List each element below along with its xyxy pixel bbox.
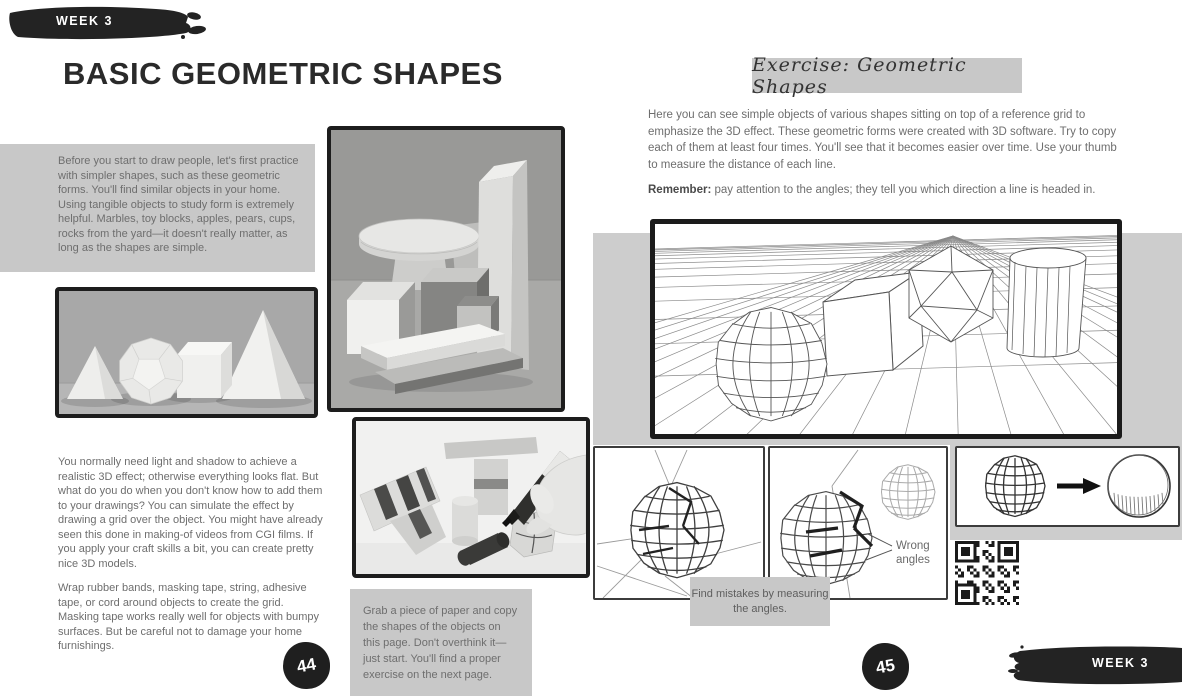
paragraph-light-shadow: You normally need light and shadow to achieve a realistic 3D effect; otherwise everything looks flat. But what do you do when you don't know how to add them to your drawings? You can simulate the effect by drawing a grid over the object. You might have already seen this done in making-of videos from CGI films. If you apply your craft skills a bit, you can create pretty nice 3D models. [58,456,323,570]
arrow-icon [1057,478,1101,494]
exercise-title-badge [752,53,1022,98]
photo-geometric-solids [55,287,318,418]
cylinder-drawing [1007,248,1086,357]
tip-text-box [350,589,532,696]
sketched-sphere-wrong [780,492,872,585]
exercise-title: Exercise: Geometric Shapes [752,53,967,98]
week-badge-label: WEEK 3 [1092,656,1149,670]
intro-text-box [0,144,315,272]
remember-line [648,184,1148,196]
page-number-left-value: 44 [295,654,318,677]
wooden-blocks-image [331,130,561,408]
sphere-sketch-2 [770,448,946,598]
wrong-angles-label: Wrong angles [896,540,930,566]
week-badge-top-left [6,3,206,43]
photo-wooden-blocks [327,126,565,412]
page-number-left [283,642,330,689]
perspective-grid-drawing [655,224,1117,434]
paragraph-wrap-tape: Wrap rubber bands, masking tape, string, adhesive tape, or cord around objects to create the grid. Masking tape works really well for objects with bumpy surfaces. But be careful not to damage your home furnishings. [58,582,320,653]
sphere-sketch-1 [595,448,763,598]
intro-text: Before you start to draw people, let's first practice with simpler shapes, such as these geometric forms. You'll find similar objects in your home. Using tangible objects to study form is extremely helpful. Marbles, toy blocks, apples, pears, cups, rocks from the yard—it doesn't really matter, as long as the shapes are simple. [58,155,299,255]
qr-code [955,541,1019,605]
photo-hand-drawing-grid [352,417,590,578]
sphere-shading-sequence [957,448,1178,525]
cube-drawing [823,272,923,376]
remember-label: Remember: [648,184,712,196]
week-badge-bottom-right [1008,641,1182,687]
small-reference-sphere [881,465,935,520]
caption-text: Find mistakes by measuring the angles. [691,587,829,615]
caption-box [690,577,830,626]
hand-drawing-image [356,421,586,574]
qr-code-image [955,541,1019,605]
tip-text: Grab a piece of paper and copy the shapes of the objects on this page. Don't overthink it—just start. You'll find a proper exercise on the next page. [363,605,518,681]
geometric-solids-image [59,291,314,414]
page-title: BASIC GEOMETRIC SHAPES [63,56,503,91]
sketch-panel-3 [955,446,1180,527]
low-poly-sphere-drawing [715,308,827,421]
faceted-sphere-sketch [985,456,1045,517]
shaded-sphere-sketch [1108,455,1170,517]
reference-grid-figure [650,219,1122,439]
exercise-intro-paragraph: Here you can see simple objects of various shapes sitting on top of a reference grid to emphasize the 3D effect. These geometric forms were created with 3D software. Try to copy each of them at least four times. You'll see that it becomes easier over time. Use your thumb to measure the distance of each line. [648,109,1117,172]
remember-text: pay attention to the angles; they tell you which direction a line is headed in. [711,184,1096,196]
page-number-right [862,643,909,690]
page-number-right-value: 45 [874,655,897,678]
week-badge-label: WEEK 3 [56,14,113,28]
